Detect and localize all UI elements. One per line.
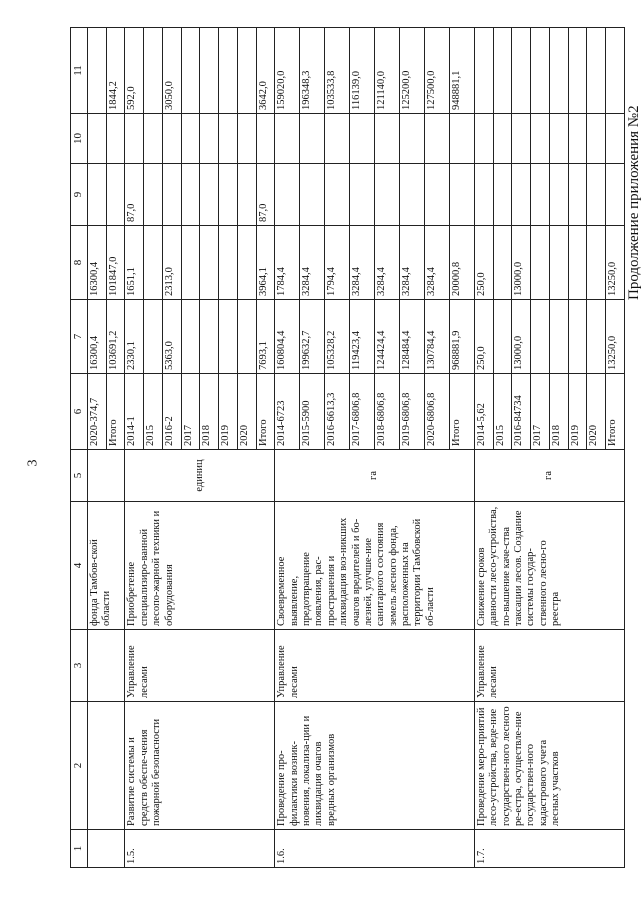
cell-c8 (568, 226, 587, 300)
table-row (88, 28, 107, 868)
cell-c11: 3642,0 (256, 28, 275, 114)
cell-c6: 2018 (549, 374, 568, 450)
cell-c11 (237, 28, 256, 114)
cell-c11 (200, 28, 219, 114)
indicator: Приобретение специализиро-ванной лесопо-жарной техники и оборудования (125, 502, 275, 630)
cell-c10 (425, 114, 450, 164)
cell-c6: 2014-5,62 (474, 374, 493, 450)
cell-c11 (549, 28, 568, 114)
fragment-text: фонда Тамбов-ской области (88, 502, 125, 630)
cell-c10 (400, 114, 425, 164)
table-row (474, 28, 493, 868)
cell-c11: 127500,0 (425, 28, 450, 114)
activity-name: Проведение про-филактики возник-новения, локализа-ции и ликвидация очагов вредных организмов (275, 702, 475, 830)
cell-c7 (549, 300, 568, 374)
cell-c7: 128484,4 (400, 300, 425, 374)
page-number: 3 (25, 459, 41, 467)
cell-c10 (549, 114, 568, 164)
cell-c7: 13250,0 (606, 300, 625, 374)
cell-c8 (493, 226, 512, 300)
unit: га (275, 450, 475, 502)
cell-c11: 116139,0 (350, 28, 375, 114)
cell-c6: 2020 (237, 374, 256, 450)
table-row (275, 28, 300, 868)
cell-c11: 125200,0 (400, 28, 425, 114)
cell-c6: 2015-5900 (300, 374, 325, 450)
cell-c9 (425, 164, 450, 226)
cell-c8: 13000,0 (512, 226, 531, 300)
cell-c8: 3964,1 (256, 226, 275, 300)
cell-c8: 16300,4 (88, 226, 107, 300)
cell-c10 (493, 114, 512, 164)
column-number-row (71, 28, 88, 868)
cell-c9 (219, 164, 238, 226)
cell-c6: 2019-6806,8 (400, 374, 425, 450)
rotated-table-wrapper (70, 28, 625, 868)
cell-c3 (88, 630, 125, 702)
col-header: 11 (71, 28, 88, 114)
cell-c7: 16300,4 (88, 300, 107, 374)
cell-c9 (568, 164, 587, 226)
cell-c10 (531, 114, 550, 164)
cell-c10 (350, 114, 375, 164)
cell-c7 (587, 300, 606, 374)
cell-c7: 2330,1 (125, 300, 144, 374)
indicator: Снижение сроков давности лесо-устройства, по-вышение каче-ства таксации лесов. Создание системы государ-ственного лесно-го реестра (474, 502, 624, 630)
unit: единиц (125, 450, 275, 502)
cell-c9 (325, 164, 350, 226)
cell-c9 (300, 164, 325, 226)
cell-c5 (88, 450, 125, 502)
cell-c8: 250,0 (474, 226, 493, 300)
section-number: 1.6. (275, 830, 475, 868)
cell-c10 (200, 114, 219, 164)
cell-c6: 2017-6806,8 (350, 374, 375, 450)
cell-c9 (237, 164, 256, 226)
cell-c11 (568, 28, 587, 114)
cell-c6: 2018-6806,8 (375, 374, 400, 450)
cell-c7: 119423,4 (350, 300, 375, 374)
cell-c11: 948881,1 (450, 28, 475, 114)
cell-c6: Итого (450, 374, 475, 450)
section-number: 1.7. (474, 830, 624, 868)
cell-c9 (200, 164, 219, 226)
cell-c7: 199632,7 (300, 300, 325, 374)
cell-c9 (606, 164, 625, 226)
cell-c6: 2015 (493, 374, 512, 450)
col-header: 1 (71, 830, 88, 868)
table-body (88, 28, 625, 868)
cell-c7 (144, 300, 163, 374)
cell-c11 (219, 28, 238, 114)
cell-c11 (181, 28, 200, 114)
cell-c8: 1794,4 (325, 226, 350, 300)
cell-c11: 1844,2 (106, 28, 125, 114)
cell-c7: 160804,4 (275, 300, 300, 374)
col-header: 10 (71, 114, 88, 164)
cell-c11 (531, 28, 550, 114)
cell-c6: 2020-6806,8 (425, 374, 450, 450)
cell-c8: 3284,4 (300, 226, 325, 300)
cell-c8: 101847,0 (106, 226, 125, 300)
cell-c8 (549, 226, 568, 300)
cell-c9 (275, 164, 300, 226)
program-table (70, 27, 625, 868)
cell-c9 (549, 164, 568, 226)
cell-c9 (587, 164, 606, 226)
cell-c9 (106, 164, 125, 226)
cell-c9 (350, 164, 375, 226)
cell-c10 (300, 114, 325, 164)
cell-c10 (125, 114, 144, 164)
cell-c9 (88, 164, 107, 226)
cell-c8: 3284,4 (350, 226, 375, 300)
cell-c10 (375, 114, 400, 164)
cell-c10 (474, 114, 493, 164)
section-number: 1.5. (125, 830, 275, 868)
col-header: 7 (71, 300, 88, 374)
col-header: 2 (71, 702, 88, 830)
col-header: 8 (71, 226, 88, 300)
cell-c6: 2020 (587, 374, 606, 450)
activity-name: Проведение меро-приятий лесо-устройства, веде-ние государствен-ного лесного ре-естра, осуществле-ние государствен-ного кадастрового учета лесных участков (474, 702, 624, 830)
cell-c7 (568, 300, 587, 374)
cell-c11 (587, 28, 606, 114)
cell-c7: 968881,9 (450, 300, 475, 374)
cell-c6: 2016-2 (162, 374, 181, 450)
cell-c8 (531, 226, 550, 300)
cell-c6: 2019 (219, 374, 238, 450)
cell-c9 (162, 164, 181, 226)
cell-c11: 103533,8 (325, 28, 350, 114)
cell-c6: 2018 (200, 374, 219, 450)
cell-c11 (493, 28, 512, 114)
cell-c9 (512, 164, 531, 226)
continued-caption: Продолжение приложения №2 (626, 105, 642, 300)
executor: Управление лесами (474, 630, 624, 702)
cell-c10 (450, 114, 475, 164)
cell-c1 (88, 830, 125, 868)
indicator: Своевременное выявление, предотвращение появления, рас-пространения и ликвидация воз-никших очагов вредителей и бо-лезней, улучше-ние санитарного состояния земель лесного фонда, расположенных на территории Тамбовской об-ласти (275, 502, 475, 630)
cell-c10 (88, 114, 107, 164)
cell-c8: 13250,0 (606, 226, 625, 300)
cell-c10 (181, 114, 200, 164)
cell-c11 (606, 28, 625, 114)
col-header: 4 (71, 502, 88, 630)
cell-c7: 124424,4 (375, 300, 400, 374)
cell-c10 (606, 114, 625, 164)
cell-c6: 2019 (568, 374, 587, 450)
col-header: 9 (71, 164, 88, 226)
col-header: 3 (71, 630, 88, 702)
cell-c7: 13000,0 (512, 300, 531, 374)
cell-c7: 130784,4 (425, 300, 450, 374)
cell-c11 (144, 28, 163, 114)
cell-c8 (219, 226, 238, 300)
cell-c11: 159020,0 (275, 28, 300, 114)
unit: га (474, 450, 624, 502)
cell-c8: 20000,8 (450, 226, 475, 300)
cell-c6: 2017 (531, 374, 550, 450)
cell-c2 (88, 702, 125, 830)
cell-c10 (256, 114, 275, 164)
cell-c10 (219, 114, 238, 164)
cell-c11: 196348,3 (300, 28, 325, 114)
cell-c11: 592,0 (125, 28, 144, 114)
cell-c6: 2015 (144, 374, 163, 450)
cell-c6: 2016-6613,3 (325, 374, 350, 450)
cell-c7 (493, 300, 512, 374)
cell-c11: 3050,0 (162, 28, 181, 114)
cell-c10 (106, 114, 125, 164)
cell-c8 (144, 226, 163, 300)
cell-c8 (237, 226, 256, 300)
cell-c7: 103691,2 (106, 300, 125, 374)
cell-c10 (512, 114, 531, 164)
cell-c6: Итого (106, 374, 125, 450)
cell-c9 (474, 164, 493, 226)
cell-c8: 2313,0 (162, 226, 181, 300)
cell-c10 (144, 114, 163, 164)
cell-c7 (237, 300, 256, 374)
cell-c6: Итого (606, 374, 625, 450)
cell-c9 (144, 164, 163, 226)
cell-c9 (450, 164, 475, 226)
cell-c9 (400, 164, 425, 226)
cell-c8: 1784,4 (275, 226, 300, 300)
cell-c6: 2014-1 (125, 374, 144, 450)
cell-c6: Итого (256, 374, 275, 450)
executor: Управление лесами (275, 630, 475, 702)
cell-c8 (200, 226, 219, 300)
cell-c7 (200, 300, 219, 374)
cell-c7: 250,0 (474, 300, 493, 374)
cell-c8 (587, 226, 606, 300)
cell-c10 (275, 114, 300, 164)
cell-c6: 2020-374,7 (88, 374, 107, 450)
cell-c9 (531, 164, 550, 226)
cell-c8: 3284,4 (425, 226, 450, 300)
cell-c6: 2016-84734 (512, 374, 531, 450)
cell-c7: 105328,2 (325, 300, 350, 374)
cell-c9 (181, 164, 200, 226)
cell-c7: 5363,0 (162, 300, 181, 374)
cell-c7 (219, 300, 238, 374)
cell-c8: 3284,4 (375, 226, 400, 300)
cell-c8: 1651,1 (125, 226, 144, 300)
cell-c11 (88, 28, 107, 114)
cell-c8 (181, 226, 200, 300)
cell-c6: 2017 (181, 374, 200, 450)
activity-name: Развитие системы и средств обеспе-чения пожарной безопасности (125, 702, 275, 830)
cell-c10 (587, 114, 606, 164)
cell-c7 (531, 300, 550, 374)
cell-c9 (375, 164, 400, 226)
cell-c9: 87,0 (256, 164, 275, 226)
cell-c7 (181, 300, 200, 374)
col-header: 6 (71, 374, 88, 450)
executor: Управление лесами (125, 630, 275, 702)
cell-c7: 7693,1 (256, 300, 275, 374)
cell-c10 (568, 114, 587, 164)
cell-c6: 2014-6723 (275, 374, 300, 450)
cell-c10 (237, 114, 256, 164)
cell-c9 (493, 164, 512, 226)
cell-c11: 121140,0 (375, 28, 400, 114)
cell-c11 (474, 28, 493, 114)
cell-c9: 87,0 (125, 164, 144, 226)
col-header: 5 (71, 450, 88, 502)
cell-c11 (512, 28, 531, 114)
table-row (125, 28, 144, 868)
cell-c10 (162, 114, 181, 164)
cell-c10 (325, 114, 350, 164)
cell-c8: 3284,4 (400, 226, 425, 300)
